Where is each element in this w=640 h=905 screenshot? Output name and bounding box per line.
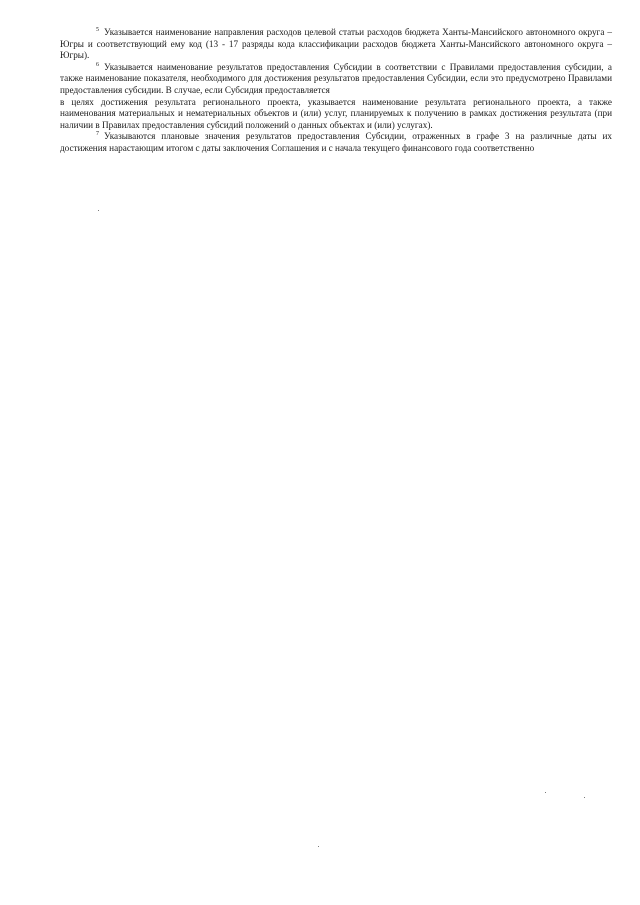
footnote-5-text: Указывается наименование направления расходов целевой статьи расходов бюджета Ханты-Мансийского автономного округа – Югры и соответствующий ему код (13 - 17 разряды кода классификации расходов бюджета Ханты-Мансийского автономного округа – Югры). xyxy=(60,27,612,61)
scan-speck xyxy=(584,797,585,798)
footnote-6 xyxy=(60,62,612,97)
footnote-6-text: Указывается наименование результатов предоставления Субсидии в соответствии с Правилами предоставления субсидии, а также наименование показателя, необходимого для достижения результатов предоставления Субсидии, если это предусмотрено Правилами предоставления субсидии. В случае, если Субсидия предоставляется xyxy=(60,61,612,95)
footnote-7 xyxy=(60,131,612,154)
footnote-7-text: Указываются плановые значения результатов предоставления Субсидии, отраженных в графе 3 на различные даты их достижения нарастающим итогом с даты заключения Соглашения и с начала текущего финансового года соответственно xyxy=(60,131,612,153)
footnote-6-continuation: в целях достижения результата регионального проекта, указывается наименование результата регионального проекта, а также наименования материальных и нематериальных объектов и (или) услуг, планируемых к получению в рамках достижения результата (при наличии в Правилах предоставления субсидий положений о данных объектах и (или) услугах). xyxy=(60,96,612,130)
footnote-5-number: 5 xyxy=(96,27,99,33)
scan-speck xyxy=(98,210,99,211)
scan-speck xyxy=(318,846,319,847)
footnote-5 xyxy=(60,27,612,62)
footnote-7-number: 7 xyxy=(96,131,99,138)
footnotes-block xyxy=(60,27,612,155)
scan-speck xyxy=(545,792,546,793)
footnote-6-number: 6 xyxy=(96,61,99,68)
